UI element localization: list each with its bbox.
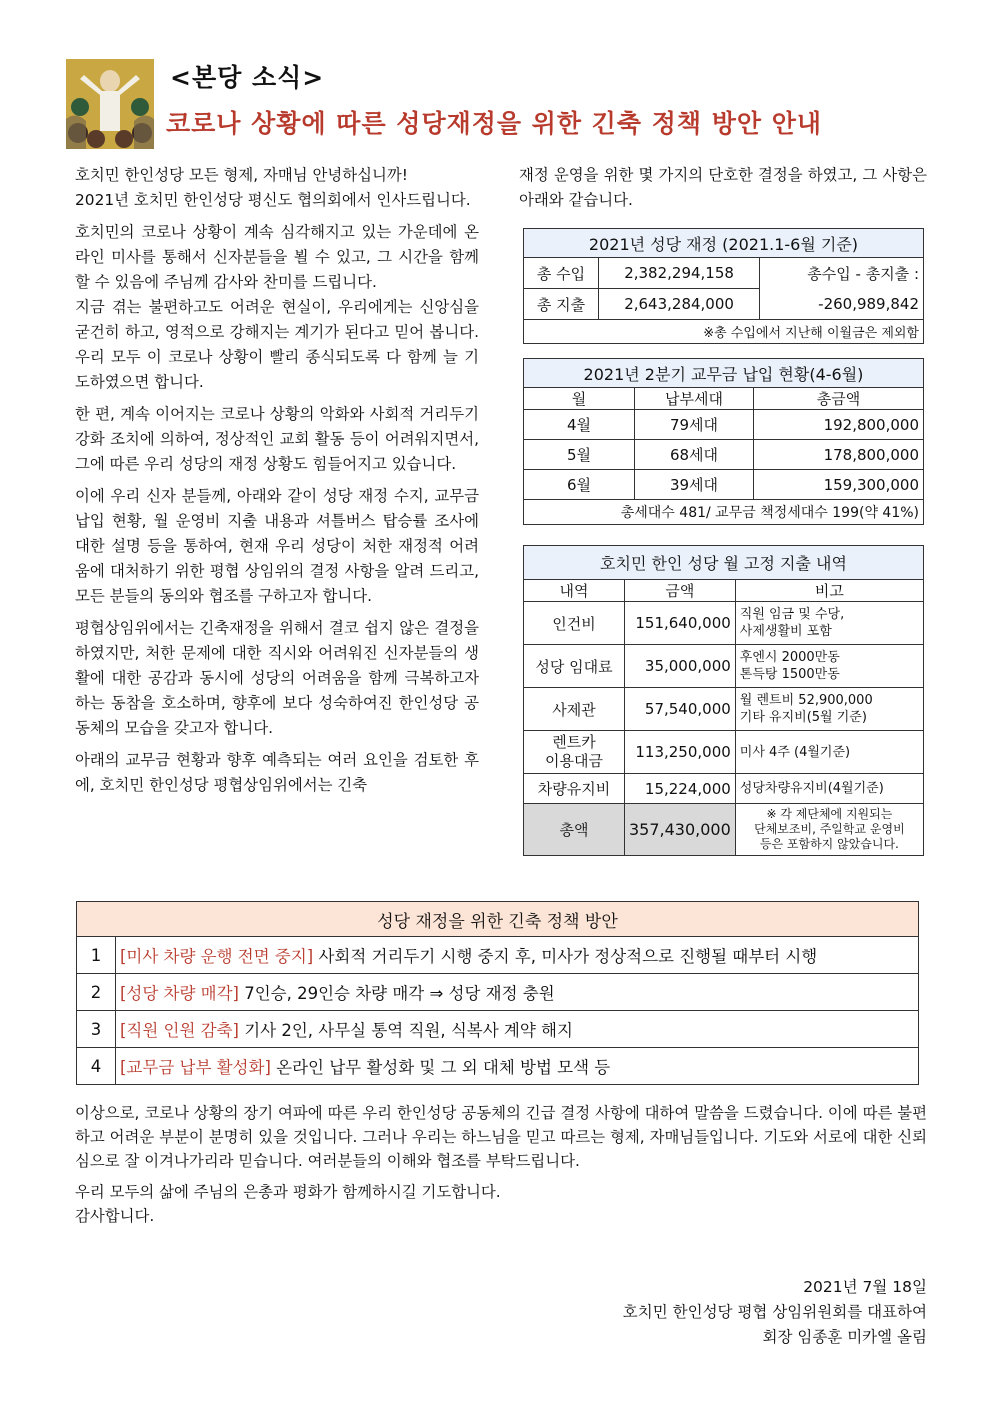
table-row: [524, 731, 924, 774]
table-row: [524, 470, 924, 500]
policy-key: [성당 차량 매각]: [120, 984, 239, 1003]
table-row: [524, 774, 924, 804]
situation-paragraph: 한 편, 계속 이어지는 코로나 상황의 악화와 사회적 거리두기 강화 조치에 의하여, 정상적인 교회 활동 등이 어려워지면서, 그에 따른 우리 성당의 재정 상황도 힘들어지고 있습니다.: [75, 405, 479, 473]
balance-label: 총수입 - 총지출 :: [760, 258, 924, 289]
expense-note-line1: 미사 4주 (4월기준): [735, 731, 923, 774]
expense-item: 성당 임대료: [524, 645, 625, 688]
policy-key: [교무금 납부 활성화]: [120, 1058, 271, 1077]
policy-row: [77, 1048, 919, 1085]
policy-number: 4: [77, 1048, 116, 1085]
policy-text: 기사 2인, 사무실 통역 직원, 식복사 계약 해지: [239, 1021, 573, 1040]
greeting-paragraph: 호치민 한인성당 모든 형제, 자매님 안녕하십니까! 2021년 호치민 한인성당 평신도 협의회에서 인사드립니다.: [75, 166, 471, 209]
finance-note: ※총 수입에서 지난해 이월금은 제외함: [524, 320, 924, 344]
expense-amount: 15,224,000: [625, 774, 736, 804]
signature-org: 호치민 한인성당 평협 상임위원회를 대표하여: [622, 1303, 927, 1321]
dues-households: 39세대: [635, 470, 754, 500]
expense-amount: 151,640,000: [625, 602, 736, 645]
balance-value: -260,989,842: [760, 289, 924, 320]
policy-row: [77, 1011, 919, 1048]
section-label: <본당 소식>: [170, 63, 325, 92]
blessing-paragraph: 우리 모두의 삶에 주님의 은총과 평화가 함께하시길 기도합니다. 감사합니다.: [75, 1183, 501, 1225]
expense-item: 렌트카 이용대금: [524, 731, 625, 774]
expense-value: 2,643,284,000: [599, 289, 760, 320]
expense-item: 인건비: [524, 602, 625, 645]
dues-header-households: 납부세대: [635, 388, 754, 410]
decision-intro-paragraph: 아래의 교무금 현황과 향후 예측되는 여러 요인을 검토한 후에, 호치민 한인성당 평협상임위에서는 긴축: [75, 751, 479, 794]
expense-note-line1: 직원 임금 및 수당,: [739, 607, 845, 622]
expense-item: 차량유지비: [524, 774, 625, 804]
dues-caption: 2021년 2분기 교무금 납입 현황(4-6월): [524, 359, 924, 388]
expense-note-line1: 성당차량유지비(4월기준): [735, 774, 923, 804]
total-row: [524, 804, 924, 856]
policy-row: [77, 974, 919, 1011]
policy-caption: 성당 재정을 위한 긴축 정책 방안: [77, 902, 919, 937]
monthly-expense-table: [523, 545, 924, 856]
dues-month: 5월: [524, 440, 635, 470]
request-paragraph: 이에 우리 신자 분들께, 아래와 같이 성당 재정 수지, 교무금 납입 현황, 월 운영비 지출 내용과 셔틀버스 탑승률 조사에 대한 설명 등을 통하여, 현재 우리 성당이 처한 재정적 어려움에 대처하기 위한 평협 상임위의 결정 사항을 알려 드리고, 모든 분들의 동의와 협조를 구하고자 합니다.: [75, 487, 479, 605]
policy-key: [직원 인원 감축]: [120, 1021, 239, 1040]
expense-header-amount: 금액: [625, 580, 736, 602]
table-row: [524, 602, 924, 645]
total-label: 총액: [524, 804, 625, 856]
table-row: [524, 410, 924, 440]
finance-summary-table: [523, 228, 924, 344]
expense-amount: 57,540,000: [625, 688, 736, 731]
table-row: [524, 688, 924, 731]
dues-amount: 178,800,000: [754, 440, 924, 470]
policy-text: 온라인 납무 활성화 및 그 외 대체 방법 모색 등: [270, 1058, 611, 1077]
expense-amount: 113,250,000: [625, 731, 736, 774]
expense-caption: 호치민 한인 성당 월 고정 지출 내역: [524, 546, 924, 580]
finance-caption: 2021년 성당 재정 (2021.1-6월 기준): [524, 229, 924, 258]
expense-note-line2: 톤득탕 1500만동: [739, 667, 840, 682]
expense-note-line1: 월 렌트비 52,900,000: [739, 693, 873, 708]
dues-month: 4월: [524, 410, 635, 440]
table-row: [524, 645, 924, 688]
dues-note: 총세대수 481/ 교무금 책정세대수 199(약 41%): [524, 500, 924, 525]
income-label: 총 수입: [524, 258, 599, 289]
austerity-policy-table: [76, 901, 919, 1085]
dues-month: 6월: [524, 470, 635, 500]
income-value: 2,382,294,158: [599, 258, 760, 289]
signature-date: 2021년 7월 18일: [803, 1278, 927, 1296]
dues-table: [523, 358, 924, 525]
signature-block: [623, 1275, 927, 1350]
expense-header-note: 비고: [735, 580, 923, 602]
policy-number: 2: [77, 974, 116, 1011]
committee-paragraph: 평협상임위에서는 긴축재정을 위해서 결코 쉽지 않은 결정을 하였지만, 처한 문제에 대한 직시와 어려워진 신자분들의 생활에 대한 공감과 동시에 성당의 어려움을 함께 극복하고자 하는 동참을 호소하며, 향후에 보다 성숙하여진 한인성당 공동체의 모습을 갖고자 합니다.: [75, 619, 479, 737]
expense-note-line1: 후엔시 2000만동: [739, 650, 840, 665]
policy-key: [미사 차량 운행 전면 중지]: [120, 947, 314, 966]
table-row: [524, 440, 924, 470]
dues-amount: 159,300,000: [754, 470, 924, 500]
expense-note-line2: 기타 유지비(5월 기준): [739, 710, 867, 725]
expense-header-item: 내역: [524, 580, 625, 602]
policy-number: 1: [77, 937, 116, 974]
dues-households: 79세대: [635, 410, 754, 440]
expense-amount: 35,000,000: [625, 645, 736, 688]
parish-logo: [66, 59, 154, 149]
expense-label: 총 지출: [524, 289, 599, 320]
total-amount: 357,430,000: [625, 804, 736, 856]
policy-number: 3: [77, 1011, 116, 1048]
policy-text: 7인승, 29인승 차량 매각 ⇒ 성당 재정 충원: [239, 984, 555, 1003]
signature-name: 회장 임종훈 미카엘 올림: [762, 1328, 927, 1346]
decision-continued-paragraph: 재정 운영을 위한 몇 가지의 단호한 결정을 하였고, 그 사항은 아래와 같습니다.: [519, 166, 927, 209]
left-column: [75, 163, 479, 805]
policy-text: 사회적 거리두기 시행 중지 후, 미사가 정상적으로 진행될 때부터 시행: [313, 947, 818, 966]
dues-amount: 192,800,000: [754, 410, 924, 440]
dues-households: 68세대: [635, 440, 754, 470]
total-note: ※ 각 제단체에 지원되는 단체보조비, 주일학교 운영비 등은 포함하지 않았습니다.: [735, 804, 923, 856]
covid-paragraph: 호치민의 코로나 상황이 계속 심각해지고 있는 가운데에 온라인 미사를 통해서 신자분들을 뵐 수 있고, 그 시간을 함께할 수 있음에 주님께 감사와 찬미를 드립니다. 지금 겪는 불편하고도 어려운 현실이, 우리에게는 신앙심을 굳건히 하고, 영적으로 강해지는 계기가 된다고 믿어 봅니다. 우리 모두 이 코로나 상황이 빨리 종식되도록 다 함께 늘 기도하였으면 합니다.: [75, 223, 479, 391]
closing-section: [75, 1101, 927, 1235]
closing-paragraph: 이상으로, 코로나 상황의 장기 여파에 따른 우리 한인성당 공동체의 긴급 결정 사항에 대하여 말씀을 드렸습니다. 이에 따른 불편하고 어려운 부분이 분명히 있을 것입니다. 그러나 우리는 하느님을 믿고 따르는 형제, 자매님들입니다. 기도와 서로에 대한 신뢰심으로 잘 이겨나가리라 믿습니다. 여러분들의 이해와 협조를 부탁드립니다.: [75, 1104, 927, 1170]
expense-item: 사제관: [524, 688, 625, 731]
policy-row: [77, 937, 919, 974]
page-title: 코로나 상황에 따른 성당재정을 위한 긴축 정책 방안 안내: [166, 109, 823, 138]
right-column-text: [519, 163, 927, 220]
dues-header-month: 월: [524, 388, 635, 410]
expense-note-line2: 사제생활비 포함: [739, 624, 832, 639]
dues-header-amount: 총금액: [754, 388, 924, 410]
